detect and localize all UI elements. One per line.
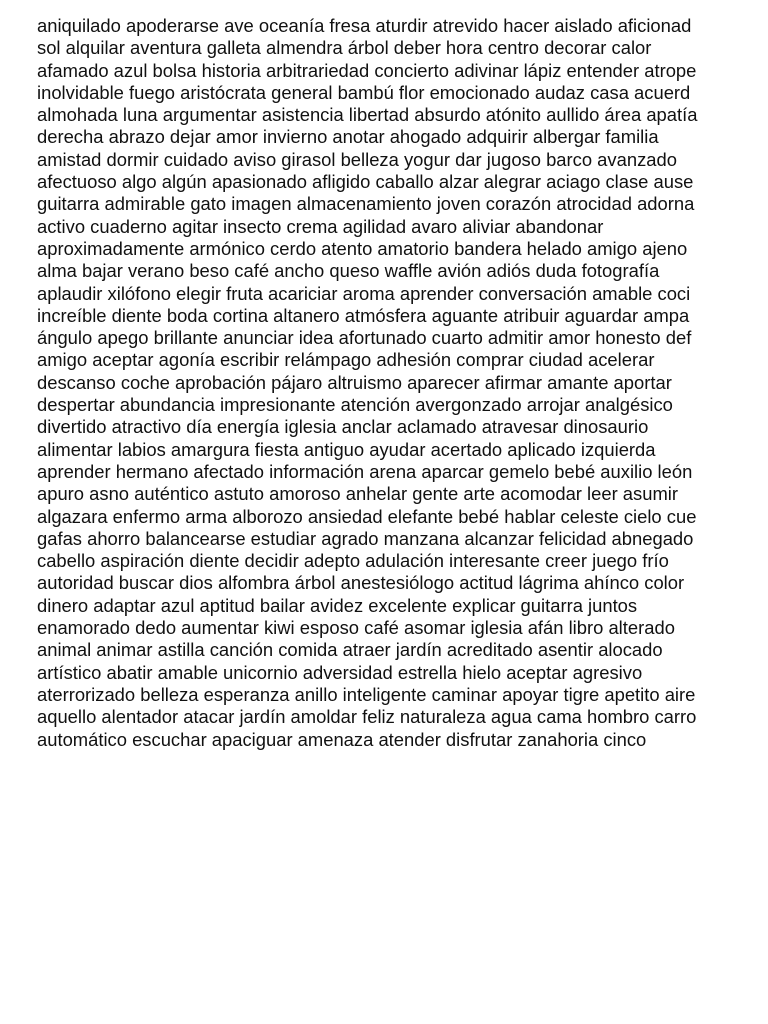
text-line: apuro asno auténtico astuto amoroso anhelar gente arte acomodar leer asumir bbox=[37, 483, 678, 505]
text-line: gafas ahorro balancearse estudiar agrado manzana alcanzar felicidad abnegado bbox=[37, 527, 694, 549]
text-line: afamado azul bolsa historia arbitrariedad concierto adivinar lápiz entender atrope bbox=[37, 59, 697, 81]
text-line: aprender hermano afectado información arena aparcar gemelo bebé auxilio león bbox=[37, 460, 693, 482]
text-line: almohada luna argumentar asistencia libertad absurdo atónito aullido área apatía bbox=[37, 104, 698, 126]
text-line: guitarra admirable gato imagen almacenamiento joven corazón atrocidad adorna bbox=[37, 193, 695, 215]
text-line: algazara enfermo arma alborozo ansiedad elefante bebé hablar celeste cielo cue bbox=[37, 505, 697, 527]
text-line: despertar abundancia impresionante atención avergonzado arrojar analgésico bbox=[37, 394, 673, 416]
text-line: sol alquilar aventura galleta almendra árbol deber hora centro decorar calor bbox=[37, 37, 652, 59]
text-line: aterrorizado belleza esperanza anillo inteligente caminar apoyar tigre apetito aire bbox=[37, 683, 696, 705]
word-list-text bbox=[37, 15, 697, 751]
text-line: alma bajar verano beso café ancho queso waffle avión adiós duda fotografía bbox=[37, 260, 660, 282]
text-line: ángulo apego brillante anunciar idea afortunado cuarto admitir amor honesto def bbox=[37, 327, 692, 349]
text-line: inolvidable fuego aristócrata general bambú flor emocionado audaz casa acuerd bbox=[37, 81, 691, 103]
text-line: cabello aspiración diente decidir adepto adulación interesante creer juego frío bbox=[37, 550, 669, 572]
text-line: alimentar labios amargura fiesta antiguo ayudar acertado aplicado izquierda bbox=[37, 438, 656, 460]
text-line: divertido atractivo día energía iglesia anclar aclamado atravesar dinosaurio bbox=[37, 416, 649, 438]
text-line: descanso coche aprobación pájaro altruismo aparecer afirmar amante aportar bbox=[37, 371, 672, 393]
text-line: derecha abrazo dejar amor invierno anotar ahogado adquirir albergar familia bbox=[37, 126, 659, 148]
text-line: amistad dormir cuidado aviso girasol belleza yogur dar jugoso barco avanzado bbox=[37, 148, 677, 170]
text-line: animal animar astilla canción comida atraer jardín acreditado asentir alocado bbox=[37, 639, 663, 661]
text-line: aniquilado apoderarse ave oceanía fresa aturdir atrevido hacer aislado aficionad bbox=[37, 15, 692, 36]
text-line: activo cuaderno agitar insecto crema agilidad avaro aliviar abandonar bbox=[37, 215, 604, 237]
text-line: enamorado dedo aumentar kiwi esposo café asomar iglesia afán libro alterado bbox=[37, 617, 675, 639]
text-line: autoridad buscar dios alfombra árbol anestesiólogo actitud lágrima ahínco color bbox=[37, 572, 685, 594]
text-line: amigo aceptar agonía escribir relámpago adhesión comprar ciudad acelerar bbox=[37, 349, 655, 371]
text-line: artístico abatir amable unicornio adversidad estrella hielo aceptar agresivo bbox=[37, 661, 643, 683]
text-line: afectuoso algo algún apasionado afligido caballo alzar alegrar aciago clase ause bbox=[37, 171, 694, 193]
text-line: increíble diente boda cortina altanero atmósfera aguante atribuir aguardar ampa bbox=[37, 304, 690, 326]
text-line: aproximadamente armónico cerdo atento amatorio bandera helado amigo ajeno bbox=[37, 237, 688, 259]
text-line: automático escuchar apaciguar amenaza atender disfrutar zanahoria cinco bbox=[37, 728, 647, 750]
text-line: aplaudir xilófono elegir fruta acariciar aroma aprender conversación amable coci bbox=[37, 282, 691, 304]
text-line: dinero adaptar azul aptitud bailar avidez excelente explicar guitarra juntos bbox=[37, 594, 638, 616]
text-line: aquello alentador atacar jardín amoldar feliz naturaleza agua cama hombro carro bbox=[37, 706, 697, 728]
